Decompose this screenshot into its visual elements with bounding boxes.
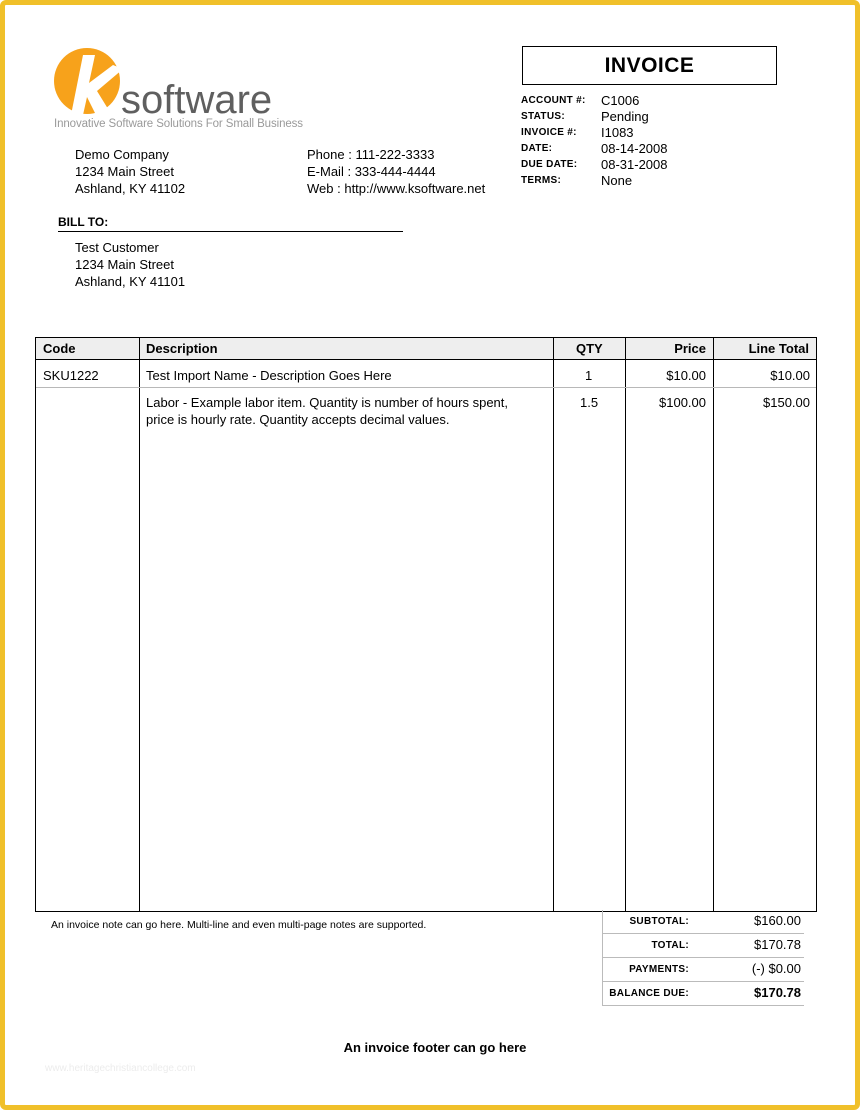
meta-row-status xyxy=(521,109,668,125)
column-divider xyxy=(139,338,140,911)
cell-line-total: $10.00 xyxy=(770,368,810,383)
email-value: 333-444-4444 xyxy=(354,164,436,179)
watermark-text: www.heritagechristiancollege.com xyxy=(45,1063,196,1074)
logo-wordmark: software xyxy=(121,78,273,122)
invoice-title: INVOICE xyxy=(604,53,695,77)
balance-due-row xyxy=(603,982,804,1006)
phone-value: 111-222-3333 xyxy=(355,147,435,162)
web-label: Web : xyxy=(307,181,341,196)
customer-name: Test Customer xyxy=(75,240,159,255)
meta-value: 08-14-2008 xyxy=(601,141,668,156)
customer-city: Ashland, KY 41101 xyxy=(75,274,186,289)
company-city: Ashland, KY 41102 xyxy=(75,181,186,196)
meta-label: ACCOUNT #: xyxy=(521,95,586,106)
payments-value: (-) $0.00 xyxy=(751,961,801,976)
header-qty: QTY xyxy=(576,341,603,356)
subtotal-row xyxy=(603,910,804,934)
row-separator xyxy=(36,387,816,388)
invoice-note: An invoice note can go here. Multi-line and even multi-page notes are supported. xyxy=(51,919,427,931)
phone-line xyxy=(307,146,485,163)
cell-description xyxy=(146,394,508,428)
company-street: 1234 Main Street xyxy=(75,164,175,179)
invoice-meta xyxy=(521,93,668,189)
web-line xyxy=(307,180,485,197)
bill-to-address xyxy=(75,239,185,290)
payments-label: PAYMENTS: xyxy=(629,964,689,975)
web-link[interactable]: http://www.ksoftware.net xyxy=(344,181,486,196)
logo-tagline: Innovative Software Solutions For Small Business xyxy=(54,118,303,130)
cell-price: $100.00 xyxy=(659,395,706,410)
description-line: Labor - Example labor item. Quantity is number of hours spent, xyxy=(146,395,509,410)
header-price: Price xyxy=(674,341,706,356)
column-divider xyxy=(625,338,626,911)
meta-row-due-date xyxy=(521,157,668,173)
meta-row-account xyxy=(521,93,668,109)
totals-block xyxy=(602,910,804,1006)
balance-due-value: $170.78 xyxy=(754,985,801,1000)
total-label: TOTAL: xyxy=(651,940,689,951)
total-value: $170.78 xyxy=(754,937,801,952)
meta-row-invoice-number xyxy=(521,125,668,141)
meta-row-date xyxy=(521,141,668,157)
cell-qty: 1.5 xyxy=(580,395,599,410)
email-line xyxy=(307,163,485,180)
meta-value: I1083 xyxy=(601,125,634,140)
line-items-table xyxy=(35,337,817,912)
subtotal-label: SUBTOTAL: xyxy=(629,916,689,927)
meta-label: INVOICE #: xyxy=(521,127,577,138)
meta-label: STATUS: xyxy=(521,111,565,122)
header-line-total: Line Total xyxy=(748,341,809,356)
invoice-title-box xyxy=(522,46,777,85)
cell-price: $10.00 xyxy=(666,368,706,383)
invoice-footer: An invoice footer can go here xyxy=(343,1040,527,1055)
balance-due-label: BALANCE DUE: xyxy=(609,988,689,999)
meta-value: None xyxy=(601,173,633,188)
company-address xyxy=(75,146,185,197)
payments-row xyxy=(603,958,804,982)
column-divider xyxy=(553,338,554,911)
cell-code: SKU1222 xyxy=(43,368,99,383)
cell-description: Test Import Name - Description Goes Here xyxy=(146,368,392,383)
subtotal-value: $160.00 xyxy=(754,913,801,928)
cell-qty: 1 xyxy=(585,368,593,383)
meta-value: C1006 xyxy=(601,93,640,108)
meta-label: TERMS: xyxy=(521,175,562,186)
meta-row-terms xyxy=(521,173,668,189)
customer-street: 1234 Main Street xyxy=(75,257,175,272)
description-line: price is hourly rate. Quantity accepts decimal values. xyxy=(146,412,450,427)
phone-label: Phone : xyxy=(307,147,352,162)
header-code: Code xyxy=(43,341,76,356)
meta-value: 08-31-2008 xyxy=(601,157,668,172)
column-divider xyxy=(713,338,714,911)
meta-value: Pending xyxy=(601,109,649,124)
email-label: E-Mail : xyxy=(307,164,352,179)
meta-label: DATE: xyxy=(521,143,553,154)
meta-label: DUE DATE: xyxy=(521,159,578,170)
header-description: Description xyxy=(146,341,218,356)
company-contact xyxy=(307,146,485,197)
company-name: Demo Company xyxy=(75,147,169,162)
cell-line-total: $150.00 xyxy=(763,395,810,410)
bill-to-heading: BILL TO: xyxy=(58,215,403,232)
total-row xyxy=(603,934,804,958)
